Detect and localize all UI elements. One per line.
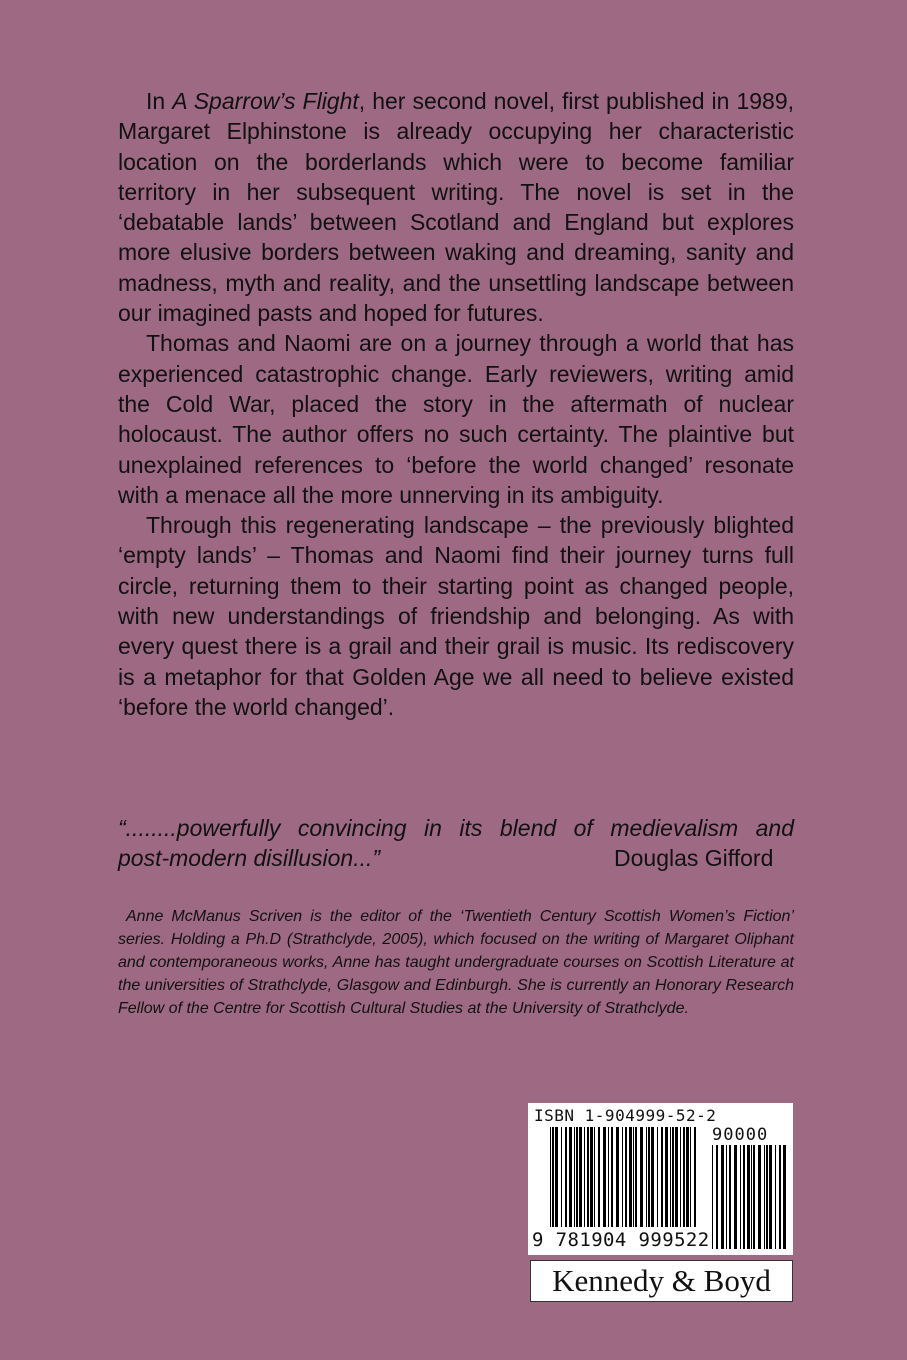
barcode-bar <box>680 1127 681 1227</box>
barcode-bar <box>683 1127 685 1227</box>
barcode-bar <box>775 1145 776 1249</box>
barcode-bar <box>648 1127 650 1227</box>
barcode-bar <box>561 1127 562 1227</box>
barcode-bar <box>766 1145 768 1249</box>
barcode-bar <box>590 1127 593 1227</box>
book-title: A Sparrow’s Flight <box>172 88 359 114</box>
barcode-bar <box>740 1145 741 1249</box>
review-quote <box>118 813 794 873</box>
barcode-bar <box>665 1127 668 1227</box>
quote-line-1: “........powerfully convincing in its blend of medievalism and <box>118 815 794 841</box>
barcode-bar <box>670 1127 671 1227</box>
barcode-bar <box>716 1145 718 1249</box>
barcode-bar <box>608 1127 609 1227</box>
quote-line-2: post-modern disillusion...” <box>118 845 381 871</box>
barcode-bar <box>651 1127 654 1227</box>
blurb-paragraph-3: Through this regenerating landscape – the previously blighted ‘empty lands’ – Thomas and Naomi find their journey turns full circle, returning them to their starting point as changed people, with new understandings of friendship and belonging. As with every quest there is a grail and their grail is music. Its rediscovery is a metaphor for that Golden Age we all need to believe existed ‘before the world changed’. <box>118 512 794 720</box>
barcode-bar <box>622 1127 623 1227</box>
barcode-bar <box>779 1145 781 1249</box>
barcode-bar <box>657 1127 658 1227</box>
barcode-bar <box>672 1127 674 1227</box>
barcode-bar <box>783 1145 786 1249</box>
barcode-bar <box>690 1127 691 1227</box>
barcode-bar <box>565 1127 567 1227</box>
blurb-paragraph-2: Thomas and Naomi are on a journey through a world that has experienced catastrophic change. Early reviewers, writing amid the Cold War, placed the story in the aftermath of nuclear holocaust. The author offers no such certainty. The plaintive but unexplained references to ‘before the world changed’ resonate with a menace all the more unnerving in its ambiguity. <box>118 330 794 508</box>
isbn-barcode <box>528 1103 793 1255</box>
barcode-bar <box>753 1145 755 1249</box>
quote-attribution: Douglas Gifford <box>614 845 774 871</box>
barcode-bar <box>574 1127 575 1227</box>
barcode-bar <box>550 1127 551 1227</box>
barcode-bar <box>734 1145 737 1249</box>
barcode-bar <box>611 1127 613 1227</box>
barcode-bar <box>712 1145 713 1249</box>
barcode-bar <box>769 1145 772 1249</box>
barcode-bar <box>764 1145 765 1249</box>
barcode-bar <box>686 1127 689 1227</box>
barcode-bar <box>579 1127 582 1227</box>
barcode-bar <box>625 1127 627 1227</box>
publisher-logo: Kennedy & Boyd <box>530 1260 793 1302</box>
blurb-intro: In <box>146 88 173 114</box>
barcode-bar <box>646 1127 647 1227</box>
barcode-bar <box>675 1127 678 1227</box>
barcode-bar <box>555 1127 558 1227</box>
barcode-bar <box>694 1127 696 1227</box>
barcode-bar <box>640 1127 643 1227</box>
barcode-bar <box>751 1145 752 1249</box>
isbn-text: ISBN 1-904999-52-2 <box>534 1106 717 1125</box>
barcode-bar <box>584 1127 585 1227</box>
blurb-paragraph-1-text: , her second novel, first published in 1989, Margaret Elphinstone is already occupying her characteristic location on the borderlands which were to become familiar territory in her subsequent writing. The novel is set in the ‘debatable lands’ between Scotland and England but explores more elusive borders between waking and dreaming, sanity and madness, myth and reality, and the unsettling landscape between our imagined pasts and hoped for futures. <box>118 88 794 327</box>
barcode-bar <box>633 1127 634 1227</box>
barcode-bar <box>747 1145 750 1249</box>
back-cover-blurb <box>118 86 794 722</box>
barcode-bar <box>729 1145 731 1249</box>
quote-line-2-row <box>118 843 794 873</box>
editor-bio: Anne McManus Scriven is the editor of the ‘Twentieth Century Scottish Women’s Fiction’ series. Holding a Ph.D (Strathclyde, 2005), which focused on the writing of Margaret Oliphant and contemporaneous works, Anne has taught undergraduate courses on Scottish Literature at the universities of Strathclyde, Glasgow and Edinburgh. She is currently an Honorary Research Fellow of the Centre for Scottish Cultural Studies at the University of Strathclyde. <box>118 908 794 1017</box>
barcode-bar <box>569 1127 572 1227</box>
blurb-paragraph-1 <box>118 86 794 328</box>
barcode-bar <box>598 1127 600 1227</box>
barcode-bar <box>743 1145 745 1249</box>
barcode-bar <box>661 1127 663 1227</box>
barcode-bar <box>721 1145 724 1249</box>
barcode-bar <box>594 1127 595 1227</box>
barcode-bar <box>635 1127 637 1227</box>
barcode-bar <box>616 1127 619 1227</box>
barcode-bar <box>758 1145 761 1249</box>
barcode-bar <box>603 1127 606 1227</box>
barcode-bar <box>629 1127 632 1227</box>
ean-number: 9 781904 999522 <box>532 1229 710 1251</box>
barcode-bar <box>552 1127 554 1227</box>
price-code: 90000 <box>712 1125 769 1145</box>
barcode-bar <box>576 1127 578 1227</box>
barcode-bar <box>726 1145 727 1249</box>
barcode-bar <box>587 1127 589 1227</box>
